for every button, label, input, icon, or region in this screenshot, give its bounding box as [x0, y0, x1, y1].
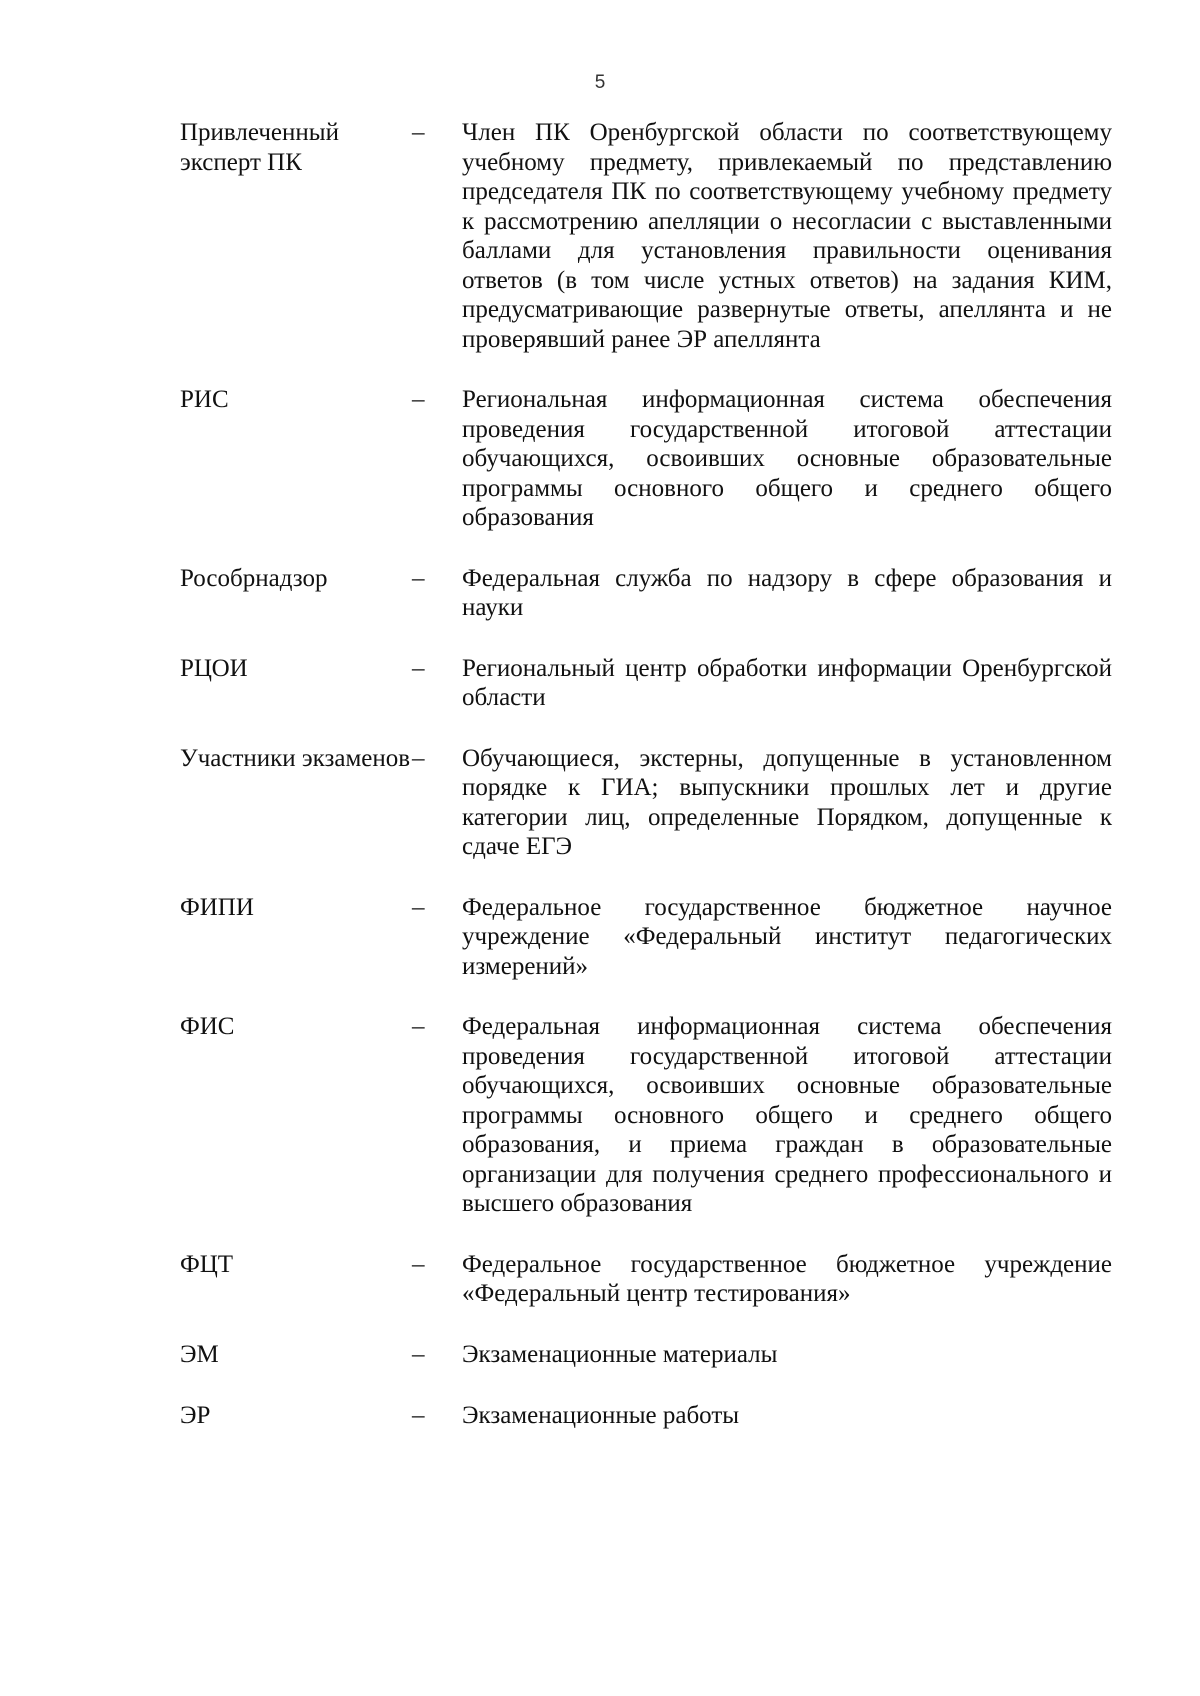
- glossary-dash: –: [412, 1013, 425, 1040]
- glossary-dash: –: [412, 1250, 425, 1278]
- glossary-entry: [180, 893, 1112, 982]
- glossary-term: РЦОИ: [180, 654, 248, 682]
- glossary-definition: Обучающиеся, экстерны, допущенные в установленном порядке к ГИА; выпускники прошлых лет и другие категории лиц, определенные Порядком, допущенные к сдаче ЕГЭ: [462, 744, 1112, 860]
- glossary-definition: Член ПК Оренбургской области по соответствующему учебному предмету, привлекаемый по представлению председателя ПК по соответствующему учебному предмету к рассмотрению апелляции о несогласии с выставленными баллами для установления правильности оценивания ответов (в том числе устных ответов) на задания КИМ, предусматривающие развернутые ответы, апеллянта и не проверявший ранее ЭР апеллянта: [462, 119, 1112, 353]
- glossary-definition: Региональная информационная система обеспечения проведения государственной итоговой аттестации обучающихся, освоивших основные образовательные программы основного общего и среднего общего образования: [462, 386, 1112, 531]
- glossary-dash: –: [412, 1401, 425, 1429]
- glossary-definition: Федеральное государственное бюджетное учреждение «Федеральный центр тестирования»: [462, 1250, 1112, 1307]
- glossary-entry: [180, 385, 1112, 533]
- glossary-term: ЭР: [180, 1401, 211, 1429]
- abbreviation-glossary: [180, 118, 1112, 1462]
- glossary-term: Рособрнадзор: [180, 564, 328, 592]
- glossary-definition: Федеральная информационная система обеспечения проведения государственной итоговой аттестации обучающихся, освоивших основные образовательные программы основного общего и среднего общего образования, и приема граждан в образовательные организации для получения среднего профессионального и высшего образования: [462, 1013, 1112, 1217]
- glossary-dash: –: [412, 386, 425, 413]
- glossary-definition: Федеральное государственное бюджетное научное учреждение «Федеральный институт педагогических измерений»: [462, 893, 1112, 980]
- glossary-term: ФЦТ: [180, 1250, 234, 1278]
- glossary-term: ФИПИ: [180, 893, 254, 921]
- glossary-term: ФИС: [180, 1013, 235, 1040]
- glossary-dash: –: [412, 744, 425, 772]
- glossary-entry: [180, 744, 1112, 862]
- glossary-definition: Экзаменационные материалы: [462, 1340, 778, 1368]
- glossary-definition: Экзаменационные работы: [462, 1401, 740, 1429]
- glossary-dash: –: [412, 1340, 425, 1368]
- glossary-definition: Федеральная служба по надзору в сфере образования и науки: [462, 564, 1112, 621]
- glossary-term: Участники экзаменов: [180, 744, 411, 772]
- glossary-entry: [180, 1250, 1112, 1309]
- glossary-entry: [180, 1012, 1112, 1219]
- glossary-dash: –: [412, 654, 425, 682]
- glossary-dash: –: [412, 119, 425, 146]
- glossary-dash: –: [412, 893, 425, 921]
- glossary-entry: [180, 654, 1112, 713]
- glossary-definition: Региональный центр обработки информации Оренбургской области: [462, 654, 1112, 711]
- glossary-entry: [180, 1401, 1112, 1431]
- glossary-entry: [180, 118, 1112, 354]
- glossary-dash: –: [412, 564, 425, 592]
- glossary-term: РИС: [180, 386, 229, 413]
- glossary-entry: [180, 1340, 1112, 1370]
- page-number: 5: [594, 72, 606, 93]
- glossary-entry: [180, 564, 1112, 623]
- glossary-term: Привлеченный эксперт ПК: [180, 119, 339, 176]
- glossary-term: ЭМ: [180, 1340, 219, 1368]
